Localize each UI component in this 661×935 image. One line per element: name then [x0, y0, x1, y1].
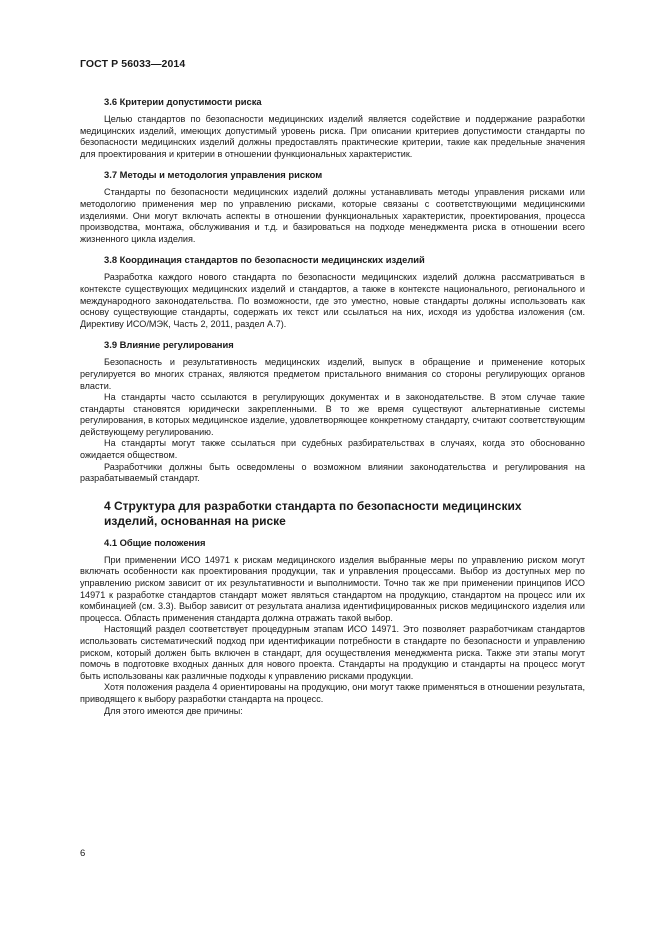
paragraph: Для этого имеются две причины:	[104, 705, 243, 716]
section-3-6	[80, 96, 585, 160]
section-4-1	[80, 537, 585, 717]
chapter-heading: 4 Структура для разработки стандарта по безопасности медицинских изделий, основанная на риске	[104, 498, 522, 528]
paragraph: Разработчики должны быть осведомлены о возможном влиянии законодательства и регулирования на разрабатываемый стандарт.	[80, 461, 585, 484]
page-number: 6	[80, 848, 86, 859]
paragraph: На стандарты часто ссылаются в регулирующих документах и в законодательстве. В этом случае такие стандарты становятся юридически закрепленными. В то же время существуют альтернативные системы регулирования, в которых медицинское изделие, удовлетворяющее конкретному стандарту, считают соответствующим действующему регулированию.	[80, 392, 585, 437]
section-3-9	[80, 339, 585, 485]
paragraph: При применении ИСО 14971 к рискам медицинского изделия выбранные меры по управлению риском могут включать особенности как проектирования продукции, так и управления процессами. Выбор из доступных мер по управлению риском зависит от их результативности и выполнимости. Точно так же при применении принципов ИСО 14971 к разработке стандартов стандарт может являться стандартом на продукцию, стандартом на процесс или их комбинацией (см. 3.3). Выбор зависит от результата анализа идентифицированных рисков медицинского изделия или процесса. Область применения стандарта должна отражать такой выбор.	[80, 554, 585, 623]
section-heading: 4.1 Общие положения	[104, 536, 206, 548]
paragraph: Стандарты по безопасности медицинских изделий должны устанавливать методы управления рисками или методологию применения мер по управлению рисками, которые связаны с соответствующими медицинскими изделиями. Они могут включать аспекты в отношении функциональных характеристик, проектирования, процесса производства, монтажа, обслуживания и т.д. и базироваться на подходе менеджмента риска в отношении всего жизненного цикла изделия.	[80, 187, 585, 244]
paragraph: Настоящий раздел соответствует процедурным этапам ИСО 14971. Это позволяет разработчикам стандартов использовать систематический подход при идентификации потребности в стандарте по безопасности и управлению риском, который должен быть включен в стандарт, для осуществления менеджмента риска. Также эти этапы могут помочь в подготовке входных данных для нового проекта. Стандарты на продукцию и стандарты на процесс могут быть использованы как различные подходы к управлению рисками продукции.	[80, 624, 585, 681]
paragraph: На стандарты могут также ссылаться при судебных разбирательствах в случаях, когда это обоснованно ожидается обществом.	[80, 438, 585, 461]
paragraph: Хотя положения раздела 4 ориентированы на продукцию, они могут также применяться в отношении результата, приводящего к выбору разработки стандарта на процесс.	[80, 682, 585, 704]
section-heading: 3.8 Координация стандартов по безопасности медицинских изделий	[104, 254, 425, 266]
section-heading: 3.7 Методы и методология управления риском	[104, 169, 323, 181]
section-3-7	[80, 169, 585, 245]
paragraph: Целью стандартов по безопасности медицинских изделий является содействие и поддержание разработки медицинских изделий, имеющих допустимый уровень риска. При описании критериев допустимости стандарты по безопасности медицинских изделий должны предоставлять практические критерии, такие как предельные значения для проектирования и критерии в отношении функциональных характеристик.	[80, 114, 585, 159]
paragraph: Разработка каждого нового стандарта по безопасности медицинских изделий должна рассматриваться в контексте существующих медицинских изделий и стандартов, а также в контексте национального, регионального и международного законодательства. По возможности, где это уместно, новые стандарты должны использовать как основу существующие стандарты, содержать их текст или ссылаться на них, исходя из удобства изложения (см. Директиву ИСО/МЭК, Часть 2, 2011, раздел А.7).	[80, 272, 585, 329]
page-content	[80, 96, 585, 717]
section-heading: 3.9 Влияние регулирования	[104, 339, 234, 351]
section-heading: 3.6 Критерии допустимости риска	[104, 96, 262, 107]
paragraph: Безопасность и результативность медицинских изделий, выпуск в обращение и применение которых регулируется во многих странах, являются предметом пристального внимания со стороны регулирующих органов власти.	[80, 357, 585, 391]
running-header: ГОСТ Р 56033—2014	[80, 58, 186, 70]
section-3-8	[80, 254, 585, 330]
